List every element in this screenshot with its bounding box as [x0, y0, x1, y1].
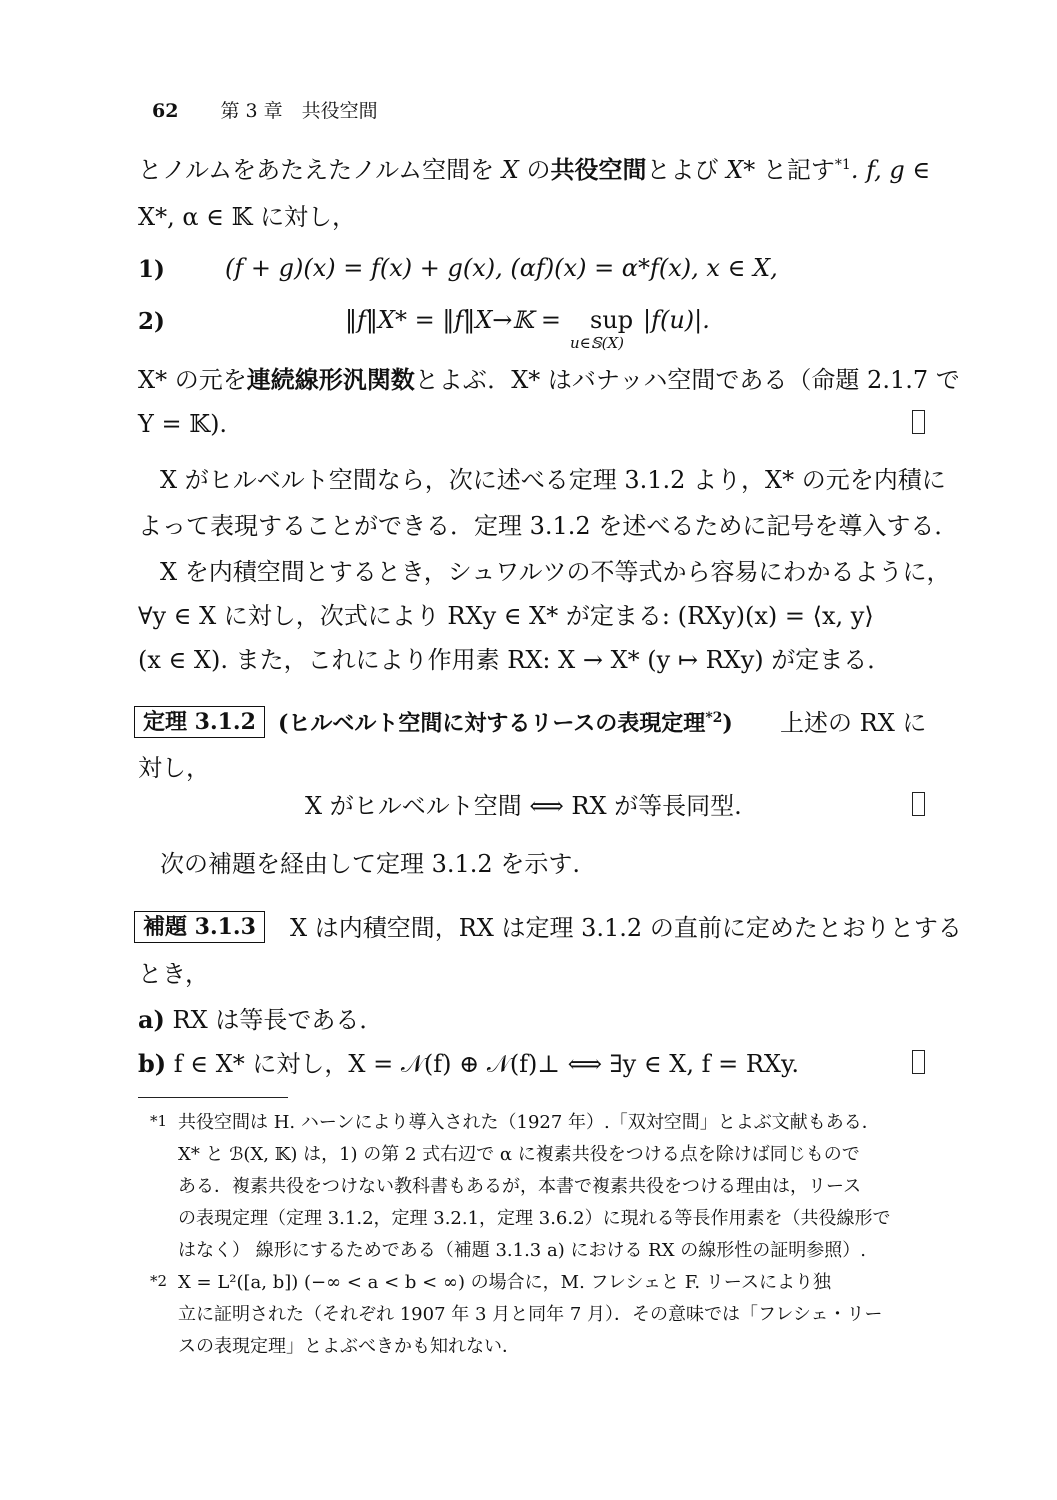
- intro-text-d: と記す: [755, 156, 835, 184]
- para2-line-1: X を内積空間とするとき，シュワルツの不等式から容易にわかるように，: [160, 558, 951, 586]
- lemma-item-b-text: f ∈ X* に対し，X = 𝒩(f) ⊕ 𝒩(f)⊥ ⟺ ∃y ∈ X, f = RXy.: [173, 1050, 800, 1078]
- theorem-title-end: ): [722, 710, 733, 737]
- lemma-item-a: [138, 1005, 384, 1034]
- intro-line-2: X*, α ∈ 𝕂 に対し，: [138, 203, 357, 231]
- theorem-line-1-tail: 上述の RX に: [780, 709, 927, 737]
- qed-square-icon: [912, 1050, 925, 1074]
- footnote-1-line-2: X* と ℬ(X, 𝕂) は，1) の第 2 式右辺で α に複素共役をつける点を除けば同じもので: [178, 1144, 860, 1165]
- para2-line-2: ∀y ∈ X に対し，次式により RXy ∈ X* が定まる: (RXy)(x) = ⟨x, y⟩: [138, 602, 874, 630]
- theorem-line-2: 対し，: [138, 754, 210, 782]
- footnote-1-line-1: 共役空間は H. ハーンにより導入された（1927 年）.「双対空間」とよぶ文献もある．: [178, 1112, 880, 1133]
- after-eq-line-2: Y = 𝕂).: [138, 410, 228, 438]
- after-eq-text-a: X* の元を: [138, 366, 247, 394]
- equation-2-right: |f(u)|.: [643, 306, 710, 334]
- lemma-label-box: 補題 3.1.3: [134, 911, 265, 943]
- para3-line-1: 次の補題を経由して定理 3.1.2 を示す.: [160, 850, 580, 878]
- lemma-line-1-tail: X は内積空間，RX は定理 3.1.2 の直前に定めたとおりとする: [290, 914, 962, 942]
- lemma-item-a-label: a): [138, 1005, 165, 1034]
- para1-line-2: よって表現することができる．定理 3.1.2 を述べるために記号を導入する．: [138, 512, 959, 540]
- theorem-title: [278, 710, 733, 737]
- footnote-1-line-3: ある．複素共役をつけない教科書もあるが，本書で複素共役をつける理由は，リース: [178, 1176, 862, 1197]
- footnote-mark-2: *2: [150, 1272, 168, 1290]
- sup-subscript: u∈𝕊(X): [570, 334, 624, 352]
- theorem-label-box: 定理 3.1.2: [134, 706, 265, 738]
- intro-line-1: [138, 155, 931, 184]
- qed-square-icon: [912, 792, 925, 816]
- footnote-2-line-2: 立に証明された（それぞれ 1907 年 3 月と同年 7 月）．その意味では「フレシェ・リー: [178, 1304, 883, 1325]
- lemma-item-b: [138, 1049, 800, 1078]
- page-number: 62: [152, 100, 179, 122]
- footnote-ref-1: *1: [834, 157, 851, 173]
- footnote-1-line-5: はなく） 線形にするためである（補題 3.1.3 a) における RX の線形性の証明参照）.: [178, 1240, 866, 1261]
- theorem-statement: X がヒルベルト空間 ⟺ RX が等長同型.: [305, 792, 742, 820]
- lemma-item-a-text: RX は等長である．: [172, 1006, 384, 1034]
- equation-label-2: 2): [138, 308, 165, 335]
- after-eq-line-1: [138, 365, 960, 394]
- term-dual-space: 共役空間: [550, 155, 647, 184]
- after-eq-text-b: とよぶ．X* はバナッハ空間である（命題 2.1.7 で: [414, 366, 960, 394]
- para1-line-1: X がヒルベルト空間なら，次に述べる定理 3.1.2 より，X* の元を内積に: [160, 466, 946, 494]
- footnote-1-line-4: の表現定理（定理 3.1.2，定理 3.2.1，定理 3.6.2）に現れる等長作用素を（共役線形で: [178, 1208, 891, 1229]
- theorem-title-text: (ヒルベルト空間に対するリースの表現定理: [278, 710, 706, 737]
- footnote-mark-1: *1: [150, 1112, 168, 1130]
- lemma-item-b-label: b): [138, 1049, 167, 1078]
- footnote-2-line-1: X = L²([a, b]) (−∞ < a < b < ∞) の場合に，M. フレシェと F. リースにより独: [178, 1272, 831, 1293]
- term-continuous-linear-functional: 連続線形汎関数: [246, 365, 415, 394]
- qed-square-icon: [912, 410, 925, 434]
- running-header: [152, 96, 378, 123]
- intro-Xstar: X*: [726, 156, 756, 184]
- para2-line-3: (x ∈ X). また，これにより作用素 RX: X → X* (y ↦ RXy) が定まる．: [138, 646, 892, 674]
- footnote-divider: [138, 1097, 288, 1098]
- intro-text-c: とよび: [646, 156, 727, 184]
- intro-text-e: . f, g ∈: [850, 156, 931, 184]
- intro-text-b: の: [518, 156, 551, 184]
- equation-1: (f + g)(x) = f(x) + g(x), (αf)(x) = α*f(x), x ∈ X,: [225, 254, 778, 282]
- intro-text-a: とノルムをあたえたノルム空間を: [138, 156, 502, 184]
- footnote-ref-2: *2: [705, 710, 723, 726]
- equation-2-left: ‖f‖X* = ‖f‖X→𝕂 =: [345, 306, 562, 334]
- sup-operator: sup: [590, 306, 634, 334]
- equation-label-1: 1): [138, 256, 165, 283]
- chapter-title: 第 3 章 共役空間: [220, 100, 378, 122]
- lemma-line-2: とき，: [138, 960, 210, 988]
- footnote-2-line-3: スの表現定理」とよぶべきかも知れない．: [178, 1336, 520, 1357]
- intro-X: X: [501, 156, 519, 184]
